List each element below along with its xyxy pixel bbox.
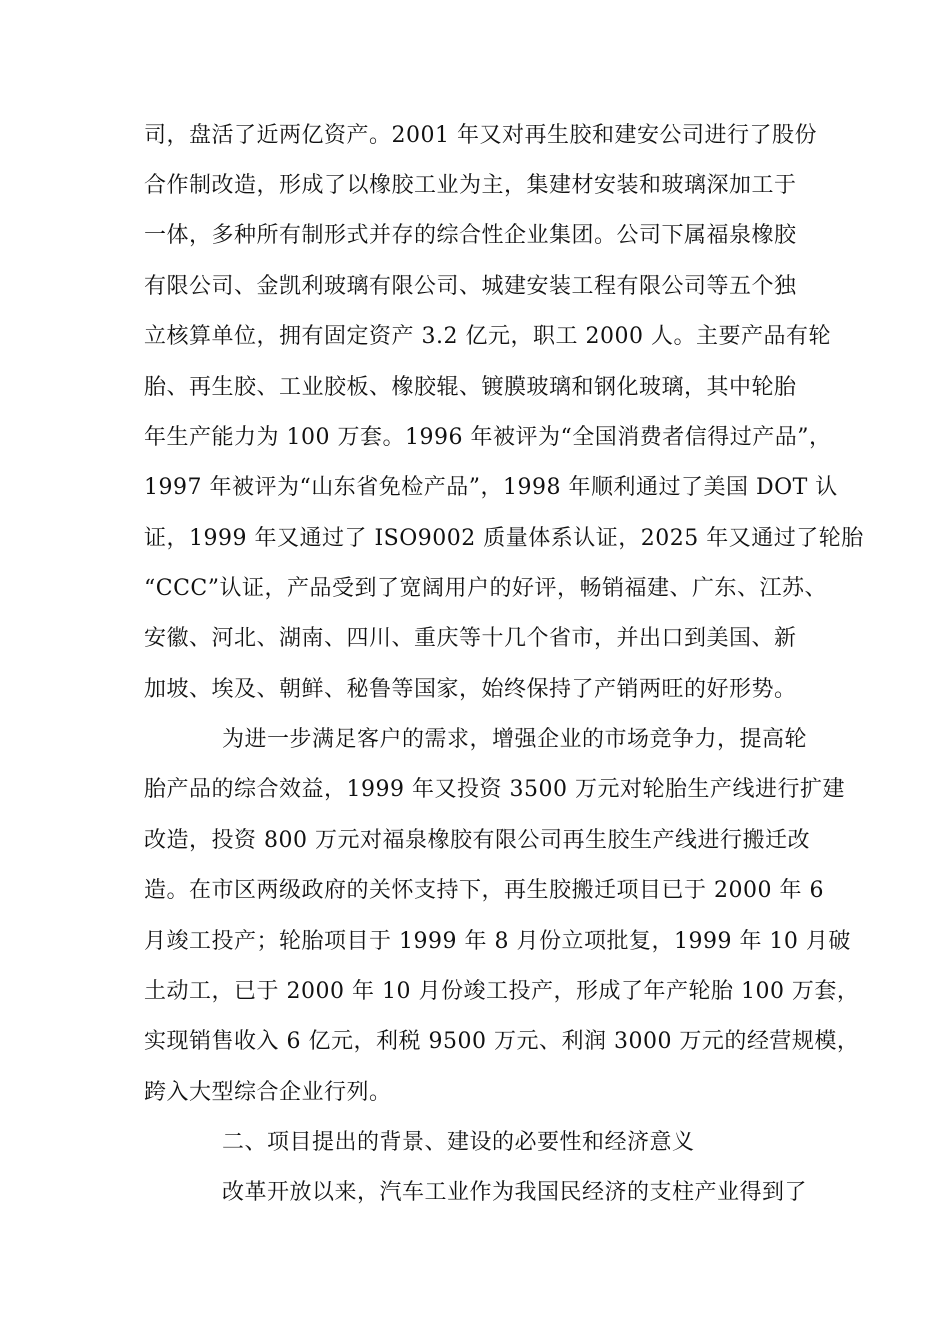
paragraph-line: 合作制改造，形成了以橡胶工业为主，集建材安装和玻璃深加工于 — [144, 173, 797, 198]
paragraph-line: 为进一步满足客户的需求，增强企业的市场竞争力，提高轮 — [222, 727, 808, 752]
paragraph-line: 年生产能力为 100 万套。1996 年被评为“全国消费者信得过产品”， — [144, 425, 832, 450]
paragraph-line: 证，1999 年又通过了 ISO9002 质量体系认证，2025 年又通过了轮胎 — [144, 526, 864, 551]
paragraph-line: 加坡、埃及、朝鲜、秘鲁等国家，始终保持了产销两旺的好形势。 — [144, 677, 797, 702]
paragraph-line: 跨入大型综合企业行列。 — [144, 1080, 392, 1105]
paragraph-line: 土动工，已于 2000 年 10 月份竣工投产，形成了年产轮胎 100 万套， — [144, 979, 860, 1004]
paragraph-line: 司，盘活了近两亿资产。2001 年又对再生胶和建安公司进行了股份 — [144, 123, 817, 148]
paragraph-line: 造。在市区两级政府的关怀支持下，再生胶搬迁项目已于 2000 年 6 — [144, 878, 824, 903]
section-heading: 二、项目提出的背景、建设的必要性和经济意义 — [222, 1130, 695, 1155]
paragraph-line: 一体，多种所有制形式并存的综合性企业集团。公司下属福泉橡胶 — [144, 223, 797, 248]
paragraph-line: 胎、再生胶、工业胶板、橡胶辊、镀膜玻璃和钢化玻璃，其中轮胎 — [144, 375, 797, 400]
paragraph-line: 改革开放以来，汽车工业作为我国民经济的支柱产业得到了 — [222, 1180, 808, 1205]
paragraph-line: 安徽、河北、湖南、四川、重庆等十几个省市，并出口到美国、新 — [144, 626, 797, 651]
paragraph-line: 有限公司、金凯利玻璃有限公司、城建安装工程有限公司等五个独 — [144, 274, 797, 299]
paragraph-line: “CCC”认证，产品受到了宽阔用户的好评，畅销福建、广东、江苏、 — [144, 576, 827, 601]
paragraph-line: 1997 年被评为“山东省免检产品”，1998 年顺利通过了美国 DOT 认 — [144, 475, 838, 500]
paragraph-line: 胎产品的综合效益，1999 年又投资 3500 万元对轮胎生产线进行扩建 — [144, 777, 845, 802]
paragraph-line: 实现销售收入 6 亿元，利税 9500 万元、利润 3000 万元的经营规模， — [144, 1029, 860, 1054]
paragraph-line: 改造，投资 800 万元对福泉橡胶有限公司再生胶生产线进行搬迁改 — [144, 828, 810, 853]
paragraph-line: 月竣工投产；轮胎项目于 1999 年 8 月份立项批复，1999 年 10 月破 — [144, 929, 851, 954]
paragraph-line: 立核算单位，拥有固定资产 3.2 亿元，职工 2000 人。主要产品有轮 — [144, 324, 831, 349]
